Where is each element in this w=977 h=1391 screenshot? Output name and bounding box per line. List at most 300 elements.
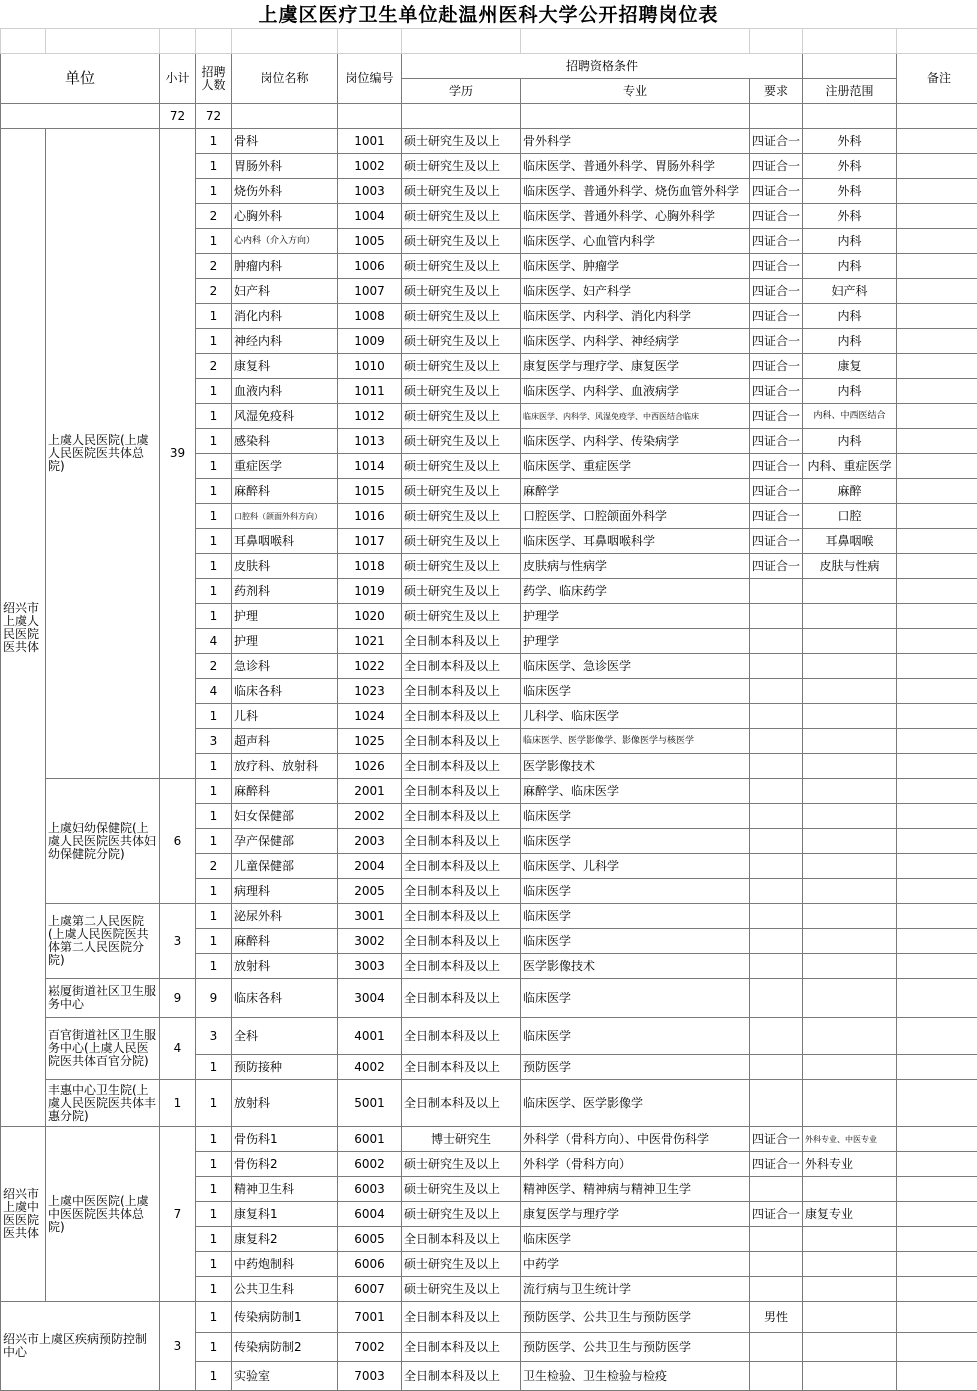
remarks [897,179,977,204]
empty-cell [1,104,160,129]
post-name: 护理 [232,604,338,629]
education: 全日制本科及以上 [402,904,521,929]
post-code: 1024 [338,704,402,729]
education: 硕士研究生及以上 [402,454,521,479]
education: 硕士研究生及以上 [402,279,521,304]
post-code: 1021 [338,629,402,654]
major: 药学、临床药学 [521,579,750,604]
empty-cell [160,29,196,54]
major: 医学影像技术 [521,954,750,979]
requirement: 四证合一 [750,504,803,529]
remarks [897,379,977,404]
post-name: 康复科2 [232,1227,338,1252]
recruit-count: 9 [196,979,232,1018]
recruit-count: 1 [196,1362,232,1391]
registration-scope [803,654,897,679]
requirement: 四证合一 [750,454,803,479]
major: 麻醉学、临床医学 [521,779,750,804]
remarks [897,1252,977,1277]
recruit-count: 1 [196,554,232,579]
recruit-count: 2 [196,204,232,229]
registration-scope [803,829,897,854]
empty-cell [803,29,897,54]
recruit-count: 1 [196,604,232,629]
post-name: 孕产保健部 [232,829,338,854]
remarks [897,829,977,854]
major: 康复医学与理疗学 [521,1202,750,1227]
major: 医学影像技术 [521,754,750,779]
registration-scope: 外科 [803,129,897,154]
major: 麻醉学 [521,479,750,504]
header-registration: 注册范围 [803,79,897,104]
recruit-count: 1 [196,804,232,829]
requirement: 四证合一 [750,1152,803,1177]
recruit-count: 1 [196,754,232,779]
major: 临床医学、耳鼻咽喉科学 [521,529,750,554]
empty-cell [1,29,46,54]
remarks [897,1227,977,1252]
header-row [1,54,977,79]
post-name: 病理科 [232,879,338,904]
major: 临床医学、普通外科学、胃肠外科学 [521,154,750,179]
post-code: 1023 [338,679,402,704]
post-name: 血液内科 [232,379,338,404]
unit-subtotal: 6 [160,779,196,904]
recruit-count: 1 [196,779,232,804]
recruit-count: 1 [196,929,232,954]
post-code: 1002 [338,154,402,179]
registration-scope [803,804,897,829]
post-code: 7001 [338,1302,402,1333]
post-code: 1017 [338,529,402,554]
registration-scope [803,1018,897,1055]
registration-scope [803,1302,897,1333]
major: 预防医学、公共卫生与预防医学 [521,1333,750,1362]
registration-scope [803,1333,897,1362]
empty-cell [521,104,750,129]
education: 硕士研究生及以上 [402,1177,521,1202]
registration-scope [803,1080,897,1127]
post-code: 1007 [338,279,402,304]
recruit-count: 1 [196,1152,232,1177]
education: 全日制本科及以上 [402,1362,521,1391]
header-unit: 单位 [1,54,160,104]
requirement: 四证合一 [750,179,803,204]
post-code: 3002 [338,929,402,954]
post-name: 中药炮制科 [232,1252,338,1277]
education: 全日制本科及以上 [402,1018,521,1055]
registration-scope: 内科 [803,254,897,279]
remarks [897,754,977,779]
post-name: 心胸外科 [232,204,338,229]
education: 硕士研究生及以上 [402,129,521,154]
education: 硕士研究生及以上 [402,529,521,554]
recruit-count: 4 [196,679,232,704]
post-code: 6002 [338,1152,402,1177]
requirement [750,1177,803,1202]
major: 皮肤病与性病学 [521,554,750,579]
post-code: 6005 [338,1227,402,1252]
remarks [897,529,977,554]
education: 全日制本科及以上 [402,1302,521,1333]
remarks [897,779,977,804]
major: 口腔医学、口腔颌面外科学 [521,504,750,529]
post-code: 6001 [338,1127,402,1152]
group-name: 绍兴市上虞区疾病预防控制中心 [1,1302,160,1391]
post-code: 1020 [338,604,402,629]
registration-scope: 内科 [803,379,897,404]
education: 全日制本科及以上 [402,704,521,729]
post-name: 放射科 [232,1080,338,1127]
recruit-count: 1 [196,1277,232,1302]
post-code: 2004 [338,854,402,879]
requirement: 四证合一 [750,379,803,404]
requirement [750,654,803,679]
registration-scope [803,629,897,654]
requirement [750,1333,803,1362]
remarks [897,904,977,929]
requirement [750,729,803,754]
recruit-count: 1 [196,229,232,254]
remarks [897,1177,977,1202]
registration-scope: 耳鼻咽喉 [803,529,897,554]
post-code: 3004 [338,979,402,1018]
header-remarks: 备注 [897,54,977,104]
post-code: 1010 [338,354,402,379]
totals-row [1,104,977,129]
education: 全日制本科及以上 [402,779,521,804]
major: 中药学 [521,1252,750,1277]
table-row [1,1018,977,1055]
post-name: 儿童保健部 [232,854,338,879]
education: 全日制本科及以上 [402,1333,521,1362]
registration-scope [803,579,897,604]
major: 临床医学、内科学、消化内科学 [521,304,750,329]
requirement: 四证合一 [750,154,803,179]
post-name: 护理 [232,629,338,654]
remarks [897,129,977,154]
major: 流行病与卫生统计学 [521,1277,750,1302]
total-subtotal: 72 [160,104,196,129]
empty-cell [750,29,803,54]
registration-scope [803,754,897,779]
education: 硕士研究生及以上 [402,1277,521,1302]
remarks [897,1080,977,1127]
spacer-row [1,29,977,54]
post-code: 1018 [338,554,402,579]
post-name: 皮肤科 [232,554,338,579]
requirement: 四证合一 [750,1127,803,1152]
education: 硕士研究生及以上 [402,604,521,629]
unit-subtotal: 3 [160,1302,196,1391]
recruit-count: 1 [196,1333,232,1362]
post-name: 妇女保健部 [232,804,338,829]
remarks [897,254,977,279]
major: 预防医学 [521,1055,750,1080]
education: 硕士研究生及以上 [402,404,521,429]
major: 临床医学、儿科学 [521,854,750,879]
requirement [750,804,803,829]
education: 全日制本科及以上 [402,754,521,779]
remarks [897,279,977,304]
unit-name: 上虞人民医院(上虞人民医院医共体总院) [46,129,160,779]
post-code: 3001 [338,904,402,929]
post-code: 2002 [338,804,402,829]
header-blank [803,54,897,79]
registration-scope: 皮肤与性病 [803,554,897,579]
remarks [897,354,977,379]
post-code: 1001 [338,129,402,154]
major: 临床医学、重症医学 [521,454,750,479]
requirement [750,954,803,979]
post-code: 1009 [338,329,402,354]
recruit-count: 1 [196,1227,232,1252]
registration-scope [803,604,897,629]
empty-cell [750,104,803,129]
remarks [897,404,977,429]
empty-cell [897,29,977,54]
post-name: 骨科 [232,129,338,154]
registration-scope: 内科、重症医学 [803,454,897,479]
recruit-count: 1 [196,829,232,854]
requirement [750,854,803,879]
remarks [897,1302,977,1333]
major: 骨外科学 [521,129,750,154]
post-name: 公共卫生科 [232,1277,338,1302]
post-code: 1012 [338,404,402,429]
post-name: 口腔科（颌面外科方向） [232,504,338,529]
requirement [750,604,803,629]
registration-scope [803,779,897,804]
registration-scope: 内科、中西医结合 [803,404,897,429]
remarks [897,704,977,729]
education: 硕士研究生及以上 [402,1152,521,1177]
major: 临床医学 [521,829,750,854]
education: 硕士研究生及以上 [402,304,521,329]
major: 临床医学、肿瘤学 [521,254,750,279]
requirement [750,904,803,929]
registration-scope [803,679,897,704]
registration-scope [803,929,897,954]
major: 临床医学 [521,1227,750,1252]
post-code: 2001 [338,779,402,804]
major: 临床医学 [521,804,750,829]
requirement [750,1252,803,1277]
education: 全日制本科及以上 [402,979,521,1018]
table-row [1,904,977,929]
post-code: 1022 [338,654,402,679]
requirement: 四证合一 [750,554,803,579]
recruit-count: 1 [196,504,232,529]
major: 儿科学、临床医学 [521,704,750,729]
unit-name: 上虞第二人民医院(上虞人民医院医共体第二人民医院分院) [46,904,160,979]
recruit-count: 1 [196,1055,232,1080]
education: 硕士研究生及以上 [402,554,521,579]
education: 全日制本科及以上 [402,879,521,904]
requirement: 四证合一 [750,354,803,379]
unit-subtotal: 4 [160,1018,196,1080]
post-name: 烧伤外科 [232,179,338,204]
post-name: 临床各科 [232,979,338,1018]
post-code: 1011 [338,379,402,404]
education: 硕士研究生及以上 [402,429,521,454]
major: 预防医学、公共卫生与预防医学 [521,1302,750,1333]
post-code: 1025 [338,729,402,754]
post-name: 消化内科 [232,304,338,329]
post-name: 麻醉科 [232,779,338,804]
remarks [897,654,977,679]
requirement [750,704,803,729]
header-subtotal: 小计 [160,54,196,104]
post-name: 骨伤科2 [232,1152,338,1177]
requirement: 四证合一 [750,329,803,354]
registration-scope [803,954,897,979]
requirement [750,829,803,854]
post-name: 心内科（介入方向） [232,229,338,254]
unit-name: 崧厦街道社区卫生服务中心 [46,979,160,1018]
post-code: 2005 [338,879,402,904]
registration-scope [803,879,897,904]
post-code: 7002 [338,1333,402,1362]
post-name: 急诊科 [232,654,338,679]
major: 临床医学 [521,904,750,929]
major: 临床医学、内科学、血液病学 [521,379,750,404]
recruit-count: 2 [196,854,232,879]
post-code: 6004 [338,1202,402,1227]
empty-cell [46,29,160,54]
recruit-count: 2 [196,279,232,304]
requirement [750,779,803,804]
remarks [897,454,977,479]
remarks [897,604,977,629]
remarks [897,929,977,954]
recruit-count: 1 [196,1302,232,1333]
registration-scope: 外科 [803,154,897,179]
requirement [750,879,803,904]
requirement: 四证合一 [750,129,803,154]
major: 临床医学 [521,679,750,704]
recruit-count: 1 [196,954,232,979]
post-name: 儿科 [232,704,338,729]
empty-cell [232,29,338,54]
empty-cell [232,104,338,129]
requirement: 四证合一 [750,204,803,229]
post-name: 精神卫生科 [232,1177,338,1202]
post-name: 传染病防制2 [232,1333,338,1362]
registration-scope: 外科专业 [803,1152,897,1177]
post-name: 感染科 [232,429,338,454]
post-name: 预防接种 [232,1055,338,1080]
major: 精神医学、精神病与精神卫生学 [521,1177,750,1202]
education: 全日制本科及以上 [402,954,521,979]
remarks [897,1333,977,1362]
empty-cell [196,29,232,54]
recruit-count: 1 [196,454,232,479]
requirement: 四证合一 [750,229,803,254]
table-row [1,979,977,1018]
header-post-name: 岗位名称 [232,54,338,104]
remarks [897,504,977,529]
registration-scope: 口腔 [803,504,897,529]
remarks [897,229,977,254]
header-requirement: 要求 [750,79,803,104]
requirement: 四证合一 [750,304,803,329]
requirement [750,679,803,704]
major: 临床医学、医学影像学 [521,1080,750,1127]
post-name: 放射科 [232,954,338,979]
header-count: 招聘人数 [196,54,232,104]
recruit-count: 2 [196,654,232,679]
remarks [897,1202,977,1227]
education: 硕士研究生及以上 [402,254,521,279]
education: 博士研究生 [402,1127,521,1152]
education: 硕士研究生及以上 [402,329,521,354]
education: 硕士研究生及以上 [402,1202,521,1227]
remarks [897,554,977,579]
requirement: 四证合一 [750,529,803,554]
major: 外科学（骨科方向）、中医骨伤科学 [521,1127,750,1152]
post-name: 超声科 [232,729,338,754]
empty-cell [338,29,402,54]
education: 全日制本科及以上 [402,679,521,704]
education: 全日制本科及以上 [402,729,521,754]
registration-scope [803,854,897,879]
recruit-count: 1 [196,129,232,154]
recruit-count: 2 [196,354,232,379]
registration-scope [803,904,897,929]
remarks [897,954,977,979]
major: 临床医学、普通外科学、心胸外科学 [521,204,750,229]
major: 临床医学、内科学、传染病学 [521,429,750,454]
major: 外科学（骨科方向） [521,1152,750,1177]
remarks [897,1362,977,1391]
table-row [1,1080,977,1127]
unit-subtotal: 7 [160,1127,196,1302]
post-name: 骨伤科1 [232,1127,338,1152]
major: 临床医学、内科学、神经病学 [521,329,750,354]
post-code: 1005 [338,229,402,254]
post-name: 放疗科、放射科 [232,754,338,779]
major: 护理学 [521,604,750,629]
remarks [897,1277,977,1302]
requirement [750,1080,803,1127]
post-code: 4002 [338,1055,402,1080]
requirement [750,1055,803,1080]
recruit-count: 1 [196,1080,232,1127]
post-code: 1014 [338,454,402,479]
major: 临床医学、妇产科学 [521,279,750,304]
registration-scope [803,1362,897,1391]
empty-cell [897,104,977,129]
requirement [750,929,803,954]
recruit-count: 1 [196,1177,232,1202]
registration-scope: 内科 [803,229,897,254]
post-code: 1004 [338,204,402,229]
registration-scope [803,1227,897,1252]
table-row [1,1302,977,1333]
registration-scope: 康复 [803,354,897,379]
post-name: 肿瘤内科 [232,254,338,279]
recruit-count: 1 [196,429,232,454]
post-code: 5001 [338,1080,402,1127]
post-code: 6007 [338,1277,402,1302]
registration-scope [803,704,897,729]
registration-scope [803,1277,897,1302]
remarks [897,204,977,229]
education: 全日制本科及以上 [402,804,521,829]
education: 硕士研究生及以上 [402,179,521,204]
post-name: 康复科1 [232,1202,338,1227]
